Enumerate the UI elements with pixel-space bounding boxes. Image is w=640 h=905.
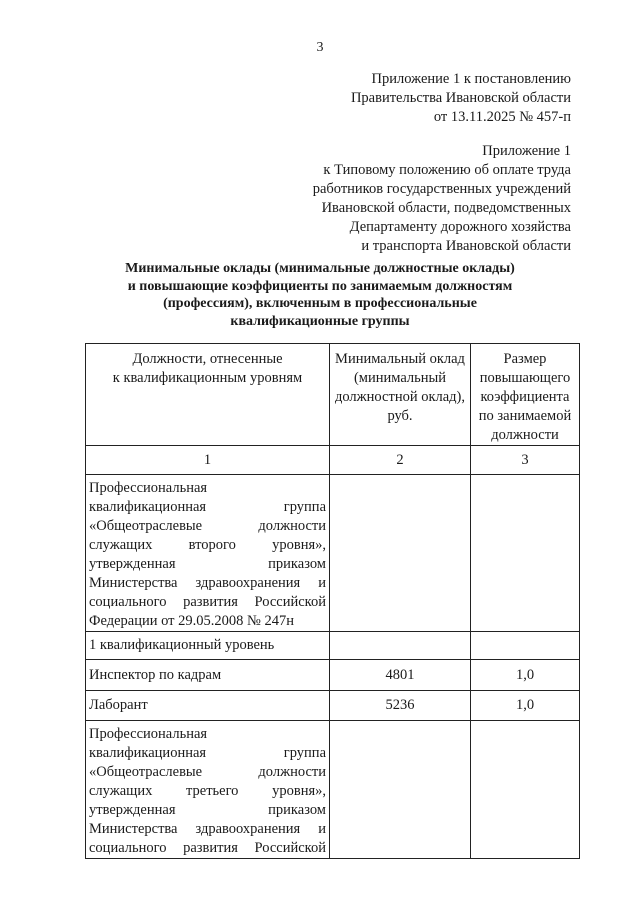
appendix-line: Ивановской области, подведомственных bbox=[321, 200, 571, 216]
header-min-salary: Минимальный оклад (минимальный должностной оклад), руб. bbox=[330, 344, 471, 446]
title-line: (профессиям), включенным в профессиональные bbox=[163, 296, 477, 311]
header-positions: Должности, отнесенные к квалификационным уровням bbox=[86, 344, 330, 446]
title-line: и повышающие коэффициенты по занимаемым должностям bbox=[127, 278, 513, 294]
table-row bbox=[86, 660, 580, 691]
appendix-line: работников государственных учреждений bbox=[312, 181, 571, 197]
column-number: 2 bbox=[330, 446, 471, 475]
column-number: 3 bbox=[471, 446, 580, 475]
column-number-row bbox=[86, 446, 580, 475]
group-1-description: Профессиональная квалификационная группа «Общеотраслевые должности служащих второго уровня», утвержденная приказом Министерства здравоохранения и социального развития Российской Федерации от 29.05.2008 № 247н bbox=[86, 475, 330, 632]
position-name: Лаборант bbox=[86, 691, 330, 721]
appendix-reference bbox=[313, 142, 571, 256]
page-number: 3 bbox=[316, 40, 324, 55]
document-title bbox=[0, 260, 640, 330]
salary-table bbox=[85, 343, 580, 859]
table-row-group-1 bbox=[86, 475, 580, 632]
title-line: квалификационные группы bbox=[230, 313, 410, 329]
table-row bbox=[86, 691, 580, 721]
approval-reference bbox=[351, 70, 571, 127]
appendix-line: к Типовому положению об оплате труда bbox=[323, 162, 571, 178]
level-label: 1 квалификационный уровень bbox=[86, 632, 330, 660]
appendix-line: и транспорта Ивановской области bbox=[361, 238, 571, 254]
title-line: Минимальные оклады (минимальные должностные оклады) bbox=[125, 261, 515, 276]
approval-line: от 13.11.2025 № 457-п bbox=[433, 109, 571, 125]
min-salary-value: 5236 bbox=[330, 691, 471, 721]
appendix-line: Приложение 1 bbox=[482, 143, 571, 159]
coefficient-value: 1,0 bbox=[471, 691, 580, 721]
appendix-line: Департаменту дорожного хозяйства bbox=[349, 219, 571, 235]
position-name: Инспектор по кадрам bbox=[86, 660, 330, 691]
header-coefficient: Размер повышающего коэффициента по занимаемой должности bbox=[471, 344, 580, 446]
table-header-row bbox=[86, 344, 580, 446]
min-salary-value: 4801 bbox=[330, 660, 471, 691]
table-row-group-2 bbox=[86, 721, 580, 859]
table-row-level-1 bbox=[86, 632, 580, 660]
group-2-description: Профессиональная квалификационная группа «Общеотраслевые должности служащих третьего уровня», утвержденная приказом Министерства здравоохранения и социального развития Российской bbox=[86, 721, 330, 859]
approval-line: Правительства Ивановской области bbox=[350, 90, 571, 106]
column-number: 1 bbox=[86, 446, 330, 475]
coefficient-value: 1,0 bbox=[471, 660, 580, 691]
approval-line: Приложение 1 к постановлению bbox=[371, 71, 571, 87]
